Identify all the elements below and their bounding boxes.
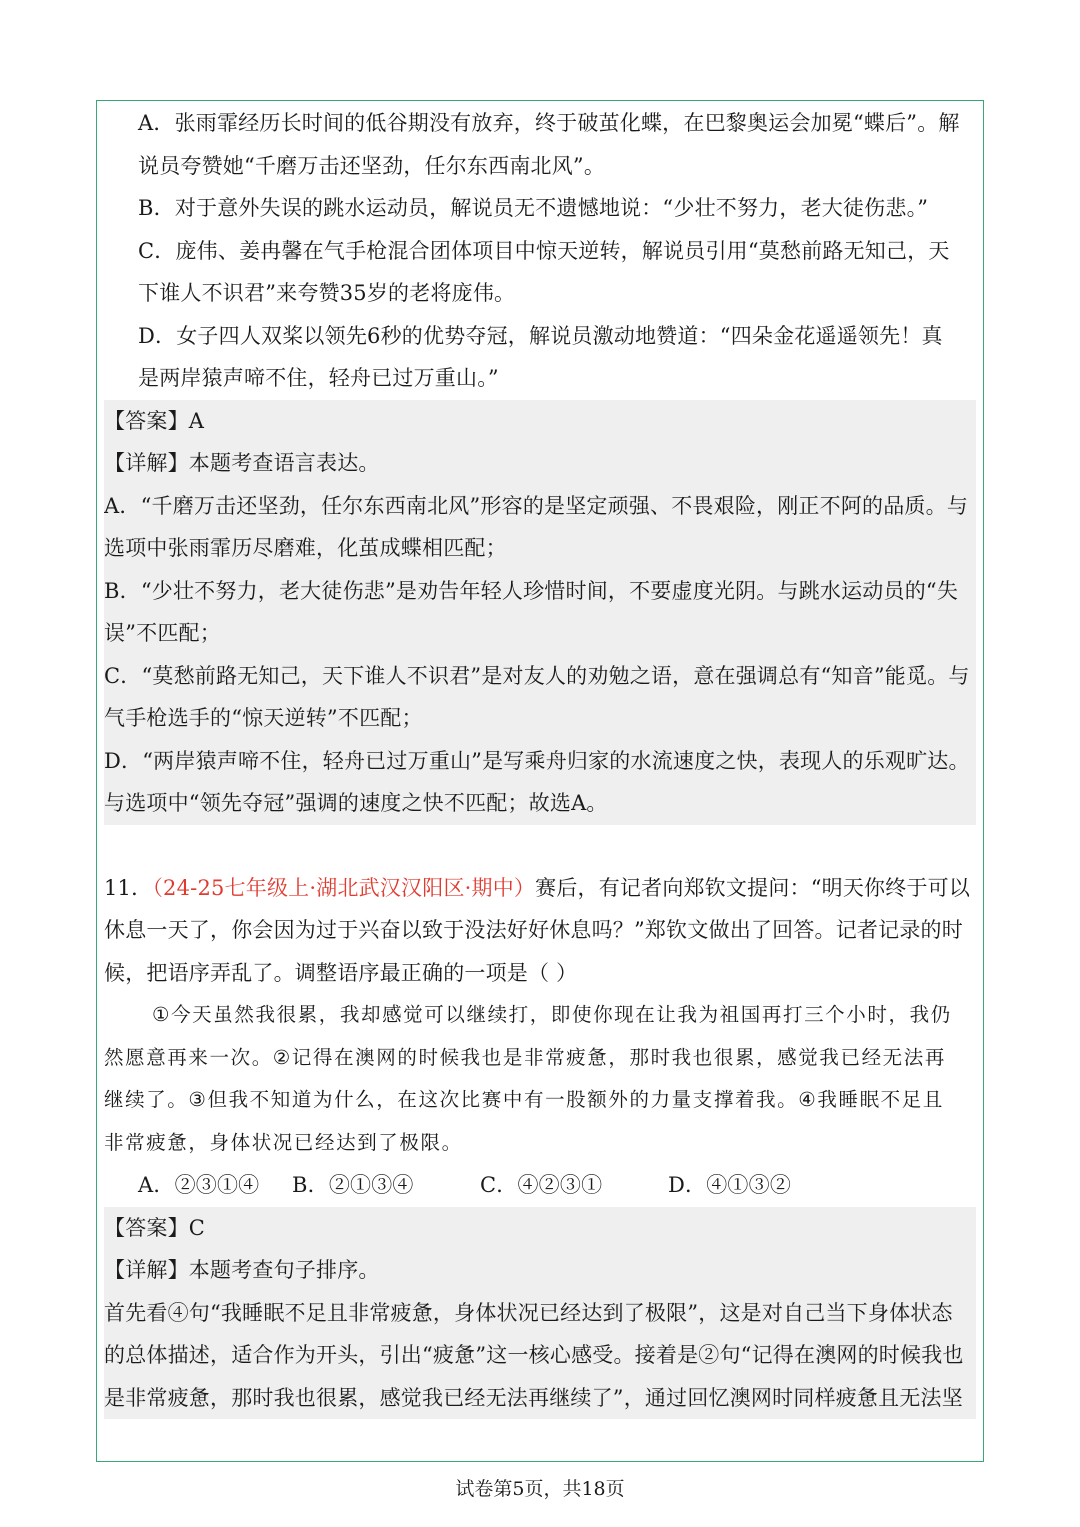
q11-choice-d: D．④①③② xyxy=(668,1173,792,1197)
q11-detail-title: 【详解】本题考查句子排序。 xyxy=(104,1258,380,1282)
q11-choice-b: B．②①③④ xyxy=(292,1173,414,1197)
q10-answer: 【答案】A xyxy=(104,408,205,433)
q11-passage xyxy=(104,994,976,1164)
q10-explanation-line: D．“两岸猿声啼不住，轻舟已过万重山”是写乘舟归家的水流速度之快，表现人的乐观旷达。 xyxy=(104,748,970,773)
q11-passage-line: 然愿意再来一次。②记得在澳网的时候我也是非常疲惫，那时我也很累，感觉我已经无法再 xyxy=(104,1045,946,1069)
q11-stem xyxy=(104,867,976,995)
q11-choices xyxy=(104,1164,976,1207)
q10-answer-block xyxy=(104,400,976,825)
q11-explanation-line: 是非常疲惫，那时我也很累，感觉我已经无法再继续了”，通过回忆澳网时同样疲惫且无法坚 xyxy=(104,1385,963,1410)
q10-option-c-line1: C．庞伟、姜冉馨在气手枪混合团体项目中惊天逆转，解说员引用“莫愁前路无知己，天 xyxy=(138,238,950,263)
q10-explanation-line: 选项中张雨霏历尽磨难，化茧成蝶相匹配； xyxy=(104,536,507,560)
q10-explanation-line: A．“千磨万击还坚劲，任尔东西南北风”形容的是坚定顽强、不畏艰险，刚正不阿的品质。与 xyxy=(104,493,969,518)
q11-passage-line: ①今天虽然我很累，我却感觉可以继续打，即使你现在让我为祖国再打三个小时，我仍 xyxy=(152,1003,952,1026)
q10-option-d-line2: 是两岸猿声啼不住，轻舟已过万重山。” xyxy=(138,366,499,390)
q10-detail-title: 【详解】本题考查语言表达。 xyxy=(104,451,380,475)
q10-option-a-line1: A．张雨霏经历长时间的低谷期没有放弃，终于破茧化蝶，在巴黎奥运会加冕“蝶后”。解 xyxy=(138,111,960,135)
q11-passage-line: 非常疲惫，身体状况已经达到了极限。 xyxy=(104,1130,463,1154)
page-content xyxy=(104,102,976,1419)
q11-answer-block xyxy=(104,1207,976,1420)
q11-number: 11． xyxy=(104,875,153,900)
q10-explanation-line: 气手枪选手的“惊天逆转”不匹配； xyxy=(104,706,423,730)
q11-stem-line1 xyxy=(104,867,976,910)
q11-stem-first: 赛后，有记者向郑钦文提问：“明天你终于可以 xyxy=(535,875,971,900)
q10-option-b: B．对于意外失误的跳水运动员，解说员无不遗憾地说：“少壮不努力，老大徒伤悲。” xyxy=(138,196,929,220)
q10-options xyxy=(104,102,976,400)
page-footer: 试卷第5页，共18页 xyxy=(455,1478,625,1500)
q10-option-a-line2: 说员夸赞她“千磨万击还坚劲，任尔东西南北风”。 xyxy=(138,153,606,178)
q11-answer: 【答案】C xyxy=(104,1215,206,1240)
q11-stem-line: 候，把语序弄乱了。调整语序最正确的一项是（ ） xyxy=(104,960,578,985)
q11-stem-line: 休息一天了，你会因为过于兴奋以致于没法好好休息吗？”郑钦文做出了回答。记者记录的时 xyxy=(104,918,963,942)
q11-explanation-line: 的总体描述，适合作为开头，引出“疲惫”这一核心感受。接着是②句“记得在澳网的时候我也 xyxy=(104,1343,964,1367)
q10-explanation-line: 误”不匹配； xyxy=(104,621,221,645)
q10-explanation-line: 与选项中“领先夺冠”强调的速度之快不匹配；故选A。 xyxy=(104,791,608,815)
q10-explanation-line: C．“莫愁前路无知己，天下谁人不识君”是对友人的劝勉之语，意在强调总有“知音”能觅。与 xyxy=(104,663,970,688)
q11-source: （24-25七年级上·湖北武汉汉阳区·期中） xyxy=(152,875,536,900)
q11-choice-a: A．②③①④ xyxy=(138,1173,260,1197)
q11-passage-line: 继续了。③但我不知道为什么，在这次比赛中有一股额外的力量支撑着我。④我睡眠不足且 xyxy=(104,1088,944,1111)
question-gap xyxy=(104,825,976,867)
q11-choice-c: C．④②③① xyxy=(480,1173,603,1197)
q11-explanation-line: 首先看④句“我睡眠不足且非常疲惫，身体状况已经达到了极限”，这是对自己当下身体状态 xyxy=(104,1300,953,1325)
q10-option-c-line2: 下谁人不识君”来夸赞35岁的老将庞伟。 xyxy=(138,281,516,305)
q10-explanation-line: B．“少壮不努力，老大徒伤悲”是劝告年轻人珍惜时间，不要虚度光阴。与跳水运动员的“失 xyxy=(104,578,959,603)
q10-option-d-line1: D．女子四人双桨以领先6秒的优势夺冠，解说员激动地赞道：“四朵金花遥遥领先！真 xyxy=(138,323,943,348)
